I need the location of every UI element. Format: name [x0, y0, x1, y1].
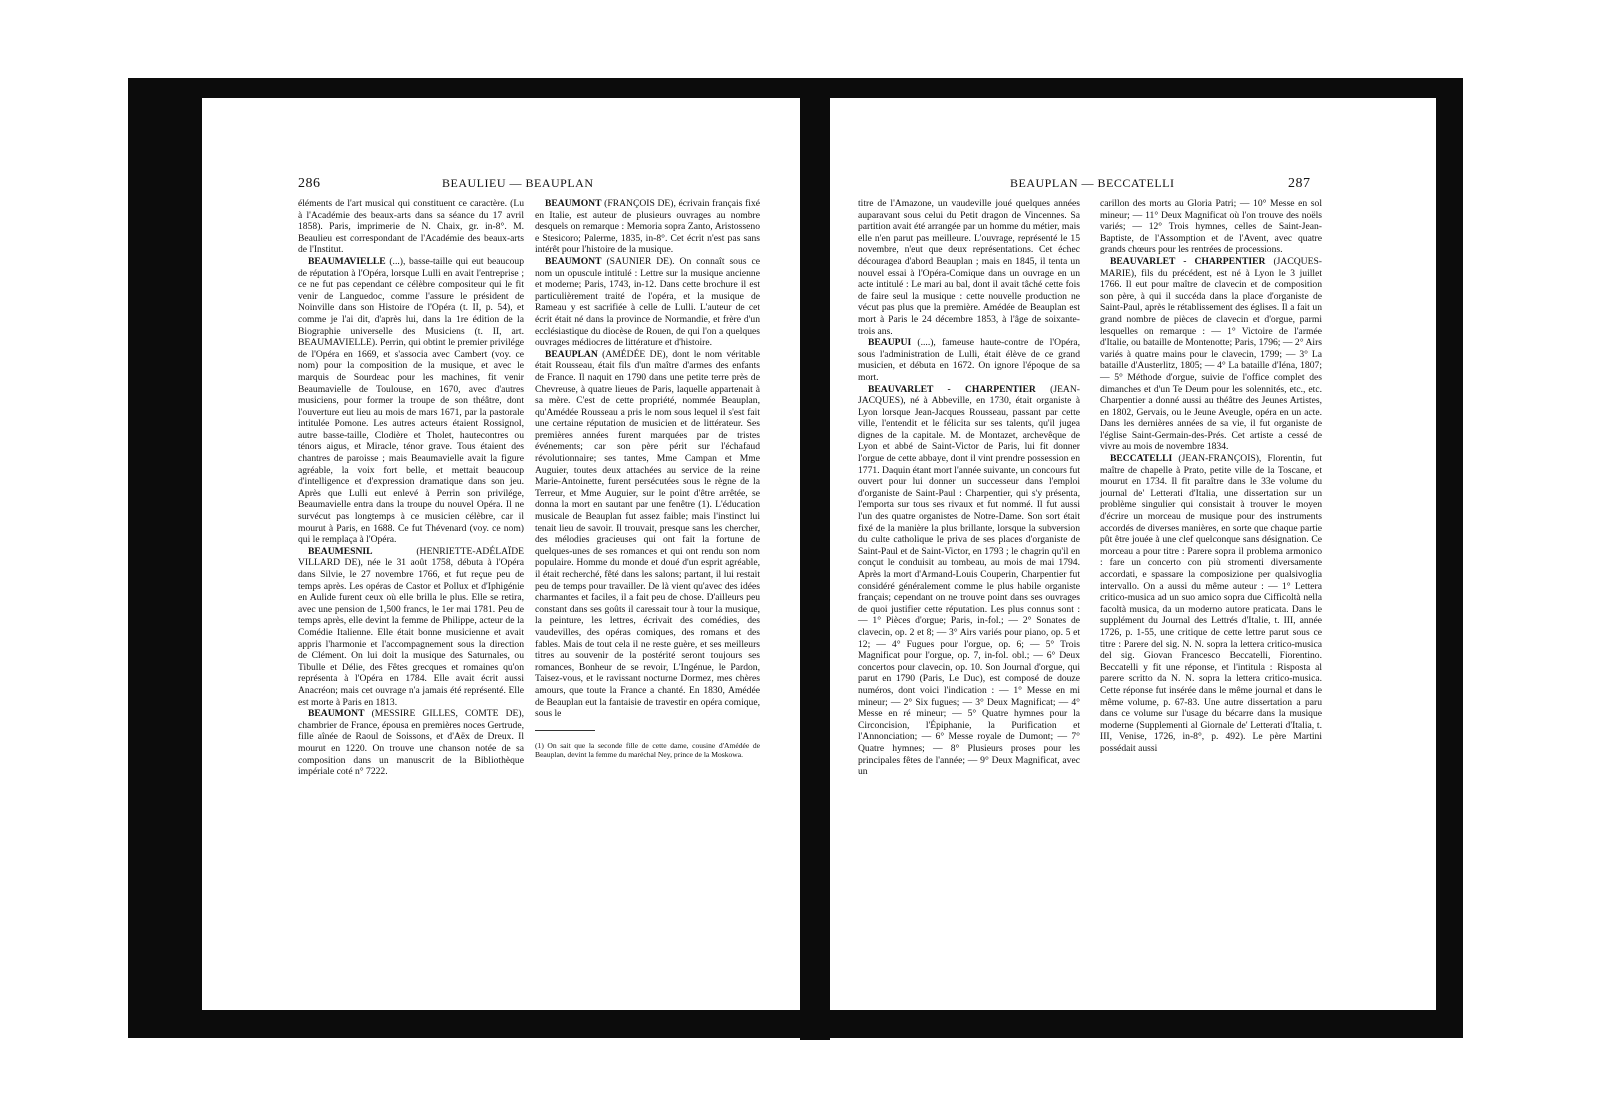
entry-headword: BEAUPLAN	[545, 348, 598, 360]
entry-text: (...), basse-taille qui eut beaucoup de réputation à l'Opéra, lorsque Lulli en avait l'entreprise ; ce ne fut pas cependant ce célèbre compositeur qui le fit venir de Languedoc, comme l'assure le président de Noinville dans son Histoire de l'Opéra (t. II, p. 54), et comme je l'ai dit, d'après lui, dans la 1re édition de la Biographie universelle des Musiciens (t. II, art. BEAUMAVIELLE). Perrin, qui obtint le premier privilége de l'Opéra en 1669, et s'associa avec Cambert (voy. ce nom) pour la composition de la musique, et avec le marquis de Sourdeac pour les machines, fit venir Beaumavielle de Toulouse, en 1670, avec d'autres musiciens, pour former la troupe de son théâtre, dont l'ouverture eut lieu au mois de mars 1671, par la pastorale intitulée Pomone. Les autres acteurs étaient Rossignol, autre basse-taille, Clodière et Tholet, hautecontres ou ténors aigus, et Miracle, ténor grave. Tous étaient des chantres de paroisse ; mais Beaumavielle avait la figure agréable, la voix fort belle, et mettait beaucoup d'intelligence et d'expression dramatique dans son jeu. Après que Lulli eut enlevé à Perrin son privilége, Beaumavielle entra dans la troupe du nouvel Opéra. Il ne survécut pas longtemps à ce musicien célèbre, car il mourut à Paris, en 1688. Ce fut Thévenard (voy. ce nom) qui le remplaça à l'Opéra.	[298, 255, 524, 546]
entry-headword: BEAUMONT	[545, 255, 602, 267]
entry-text: (FRANÇOIS DE), écrivain français fixé en Italie, est auteur de plusieurs ouvrages au nombre desquels on remarque : Memoria sopra Zanto, Aristosseno e Stesicoro; Palerme, 1835, in-8°. Cet écrit n'est pas sans intérêt pour l'histoire de la musique.	[535, 198, 760, 256]
left-page	[202, 98, 800, 1010]
entry-continuation: titre de l'Amazone, un vaudeville joué quelques années auparavant sous celui du Petit dragon de Vincennes. Sa partition avait été arrangée par un homme du métier, mais elle n'en parut pas meilleure. L'ouvrage, représenté le 15 novembre, n'eut que deux représentations. Cet échec découragea d'abord Beauplan ; mais en 1845, il tenta un nouvel essai à l'Opéra-Comique dans un ouvrage en un acte intitulé : Le mari au bal, dont il avait tâché cette fois de faire seul la musique : cette nouvelle production ne vécut pas plus que la première. Amédée de Beauplan est mort à Paris le 24 décembre 1853, à l'âge de soixante-trois ans.	[858, 198, 1080, 337]
book-gutter	[800, 80, 830, 1040]
dictionary-entry	[298, 708, 524, 778]
dictionary-entry	[1100, 453, 1322, 754]
entry-headword: BEAUMESNIL	[308, 545, 373, 557]
entry-headword: BEAUMAVIELLE	[308, 255, 386, 267]
dictionary-entry	[1100, 256, 1322, 453]
entry-text: (JACQUES-MARIE), fils du précédent, est né à Lyon le 3 juillet 1766. Il eut pour maître de clavecin et de composition son père, à qui il succéda dans la place d'organiste de Saint-Paul, après le rétablissement des églises. Il a fait un grand nombre de pièces de clavecin et d'orgue, parmi lesquelles on remarque : — 1° Victoire de l'armée d'Italie, ou bataille de Montenotte; Paris, 1796; — 2° Airs variés à quatre mains pour le clavecin, 1799; — 3° La bataille d'Austerlitz, 1805; — 4° La bataille d'Iéna, 1807; — 5° Méthode d'orgue, suivie de l'office complet des dimanches et d'un Te Deum pour les solennités, etc., etc. Charpentier a donné aussi au théâtre des Jeunes Artistes, en 1802, Gervais, ou le Jeune Aveugle, opéra en un acte. Dans les dernières années de sa vie, il fut organiste de l'église Saint-Germain-des-Prés. Cet artiste a cessé de vivre au mois de novembre 1834.	[1100, 255, 1322, 453]
dictionary-entry	[535, 349, 760, 720]
entry-headword: BEAUMONT	[545, 198, 602, 209]
running-head: BEAUPLAN — BECCATELLI	[1010, 176, 1175, 190]
right-page	[830, 98, 1436, 1010]
entry-headword: BECCATELLI	[1110, 453, 1173, 465]
page-number: 287	[1288, 176, 1311, 191]
footnote-rule	[535, 730, 595, 731]
footnote: (1) On sait que la seconde fille de cette dame, cousine d'Amédée de Beauplan, devint la femme du maréchal Ney, prince de la Moskowa.	[535, 740, 760, 759]
entry-text: (JEAN-FRANÇOIS), Florentin, fut maître de chapelle à Prato, petite ville de la Toscane, et mourut en 1734. Il fit paraître dans le 33e volume du journal de' Letterati d'Italia, une dissertation sur un problème singulier qui consistait à trouver le moyen d'écrire un morceau de musique pour des instruments accordés de diverses manières, en sorte que chaque partie pût être jouée à une clef quelconque sans désignation. Ce morceau a pour titre : Parere sopra il problema armonico : fare un concerto con più stromenti diversamente accordati, e spassare la composizione per qualsivoglia intervallo. On a aussi du même auteur : — 1° Lettera critico-musica ad un suo amico sopra due Cifficoltà nella facoltà musica, da un moderno autore praticata. Dans le supplément du Journal des Lettrés d'Italie, t. III, année 1726, p. 1-55, une critique de cette lettre parut sous ce titre : Parere del sig. N. N. sopra la lettera critico-musica del sig. Giovan Francesco Beccatelli, Fiorentino. Beccatelli y fit une réponse, et l'intitula : Risposta al parere scritto da N. N. sopra la lettera critico-musica. Cette réponse fut insérée dans le même journal et dans le même volume, p. 67-83. Une autre dissertation a paru dans ce volume sur l'usage du bécarre dans la musique moderne (Supplementi al Giornale de' Letterati d'Italia, t. III, Venise, 1726, in-8°, p. 492). Le père Martini possédait aussi	[1100, 453, 1322, 754]
left-column-2	[535, 198, 760, 759]
entry-text: (....), fameuse haute-contre de l'Opéra, sous l'administration de Lulli, était élève de ce grand musicien, et débuta en 1672. On ignore l'époque de sa mort.	[858, 337, 1080, 383]
entry-text: (MESSIRE GILLES, COMTE DE), chambrier de France, épousa en premières noces Gertrude, fille aînée de Raoul de Soissons, et d'Aëx de Dreux. Il mourut en 1220. On trouve une chanson notée de sa composition dans un manuscrit de la Bibliothèque impériale coté n° 7222.	[298, 708, 524, 778]
entry-headword: BEAUMONT	[308, 708, 365, 720]
right-column-2	[1100, 198, 1322, 755]
left-column-1	[298, 198, 524, 778]
entry-headword: BEAUVARLET - CHARPENTIER	[1110, 255, 1266, 267]
entry-text: (SAUNIER DE). On connaît sous ce nom un opuscule intitulé : Lettre sur la musique ancienne et moderne; Paris, 1743, in-12. Dans cette brochure il est particulièrement traité de l'opéra, et la musique de Rameau y est sacrifiée à celle de Lulli. L'auteur de cet écrit était né dans la province de Normandie, et frère d'un ecclésiastique du diocèse de Rouen, de qui l'on a quelques ouvrages médiocres de littérature et d'histoire.	[535, 255, 760, 349]
running-head: BEAULIEU — BEAUPLAN	[442, 176, 594, 190]
entry-headword: BEAUVARLET - CHARPENTIER	[868, 383, 1036, 395]
dictionary-entry	[858, 337, 1080, 383]
entry-continuation: éléments de l'art musical qui constituent ce caractère. (Lu à l'Académie des beaux-arts dans sa séance du 17 avril 1858). Paris, imprimerie de N. Chaix, gr. in-8°. M. Beaulieu est correspondant de l'Académie des beaux-arts de l'Institut.	[298, 198, 524, 256]
dictionary-entry	[535, 256, 760, 349]
entry-continuation: carillon des morts au Gloria Patri; — 10° Messe en sol mineur; — 11° Deux Magnificat où l'on trouve des noëls variés; — 12° Trois hymnes, celles de Saint-Jean-Baptiste, de l'Assomption et de l'Avent, avec quatre grands chœurs pour les rentrées de processions.	[1100, 198, 1322, 256]
page-number: 286	[298, 176, 321, 191]
dictionary-entry	[298, 546, 524, 708]
dictionary-entry	[298, 256, 524, 546]
entry-text: (AMÉDÉE DE), dont le nom véritable était Rousseau, était fils d'un maître d'armes des enfants de France. Il naquit en 1790 dans une petite terre près de Chevreuse, à quatre lieues de Paris, laquelle appartenait à sa mère. C'est de cette propriété, nommée Beauplan, qu'Amédée Rousseau a pris le nom sous lequel il s'est fait une certaine réputation de musicien et de littérateur. Ses premières années furent marquées par de tristes événements; car son père périt sur l'échafaud révolutionnaire; ses tantes, Mme Campan et Mme Auguier, toutes deux attachées au service de la reine Marie-Antoinette, furent persécutées sous le règne de la Terreur, et Mme Auguier, sur le point d'être arrêtée, se donna la mort en sautant par une fenêtre (1). L'éducation musicale de Beauplan fut assez faible; mais l'instinct lui tenait lieu de savoir. Il trouvait, presque sans les chercher, des mélodies gracieuses qui ont fait la fortune de quelques-unes de ses romances et qui ont rendu son nom populaire. Homme du monde et doué d'un esprit agréable, il était recherché, fêté dans les salons; partant, il lui restait peu de temps pour travailler. De là vient qu'avec des idées charmantes et faciles, il a fait peu de chose. D'ailleurs peu constant dans ses goûts il caressait tour à tour la musique, la peinture, les lettres, écrivait des comédies, des vaudevilles, des opéras comiques, des romans et des fables. Mais de tout cela il ne reste guère, et ses meilleurs titres au souvenir de la postérité seront toujours ses romances, Bonheur de se revoir, L'Ingénue, le Pardon, Taisez-vous, et le ravissant nocturne Dormez, mes chères amours, que toute la France a chanté. En 1830, Amédée de Beauplan eut la fantaisie de travestir en opéra comique, sous le	[535, 348, 760, 720]
entry-text: (JEAN-JACQUES), né à Abbeville, en 1730, était organiste à Lyon lorsque Jean-Jacques Rousseau, passant par cette ville, l'entendit et le félicita sur ses talents, qu'il jugea dignes de la capitale. M. de Montazet, archevêque de Lyon et abbé de Saint-Victor de Paris, lui fit donner l'orgue de cette abbaye, dont il vint prendre possession en 1771. Daquin étant mort l'année suivante, un concours fut ouvert pour lui donner un successeur dans l'emploi d'organiste de Saint-Paul : Charpentier, qui s'y présenta, l'emporta sur tous ses rivaux et fut nommé. Il fut aussi l'un des quatre organistes de Notre-Dame. Son sort était fixé de la manière la plus brillante, lorsque la subversion du culte catholique le priva de ses places d'organiste de Saint-Paul et de Saint-Victor, en 1793 ; le chagrin qu'il en conçut le conduisit au tombeau, au mois de mai 1794. Après la mort d'Armand-Louis Couperin, Charpentier fut considéré généralement comme le plus habile organiste français; cependant on ne trouve point dans ses ouvrages de quoi justifier cette réputation. Les plus connus sont : — 1° Pièces d'orgue; Paris, in-fol.; — 2° Sonates de clavecin, op. 2 et 8; — 3° Airs variés pour piano, op. 5 et 12; — 4° Fugues pour l'orgue, op. 6; — 5° Trois Magnificat pour l'orgue, op. 7, in-fol. obl.; — 6° Deux concertos pour clavecin, op. 10. Son Journal d'orgue, qui parut en 1790 (Paris, Le Duc), est composé de douze numéros, dont voici l'indication : — 1° Messe en mi mineur; — 2° Six fugues; — 3° Deux Magnificat; — 4° Messe en ré mineur; — 5° Quatre hymnes pour la Circoncision, l'Épiphanie, la Purification et l'Annonciation; — 6° Messe royale de Dumont; — 7° Quatre hymnes; — 8° Plusieurs proses pour les principales fêtes de l'année; — 9° Deux Magnificat, avec un	[858, 383, 1080, 778]
entry-text: (HENRIETTE-ADÉLAÏDE VILLARD DE), née le 31 août 1758, débuta à l'Opéra dans Silvie, le 27 novembre 1766, et fut reçue peu de temps après. Les opéras de Castor et Pollux et d'Iphigénie en Aulide furent ceux où elle brilla le plus. Elle se retira, avec une pension de 1,500 francs, le 1er mai 1781. Peu de temps après, elle devint la femme de Philippe, acteur de la Comédie Italienne. Elle était bonne musicienne et avait appris l'harmonie et l'accompagnement sous la direction de Clément. On lui doit la musique des Saturnales, ou Tibulle et Délie, des Fêtes grecques et romaines qu'on représenta à l'Opéra en 1784. Elle avait écrit aussi Anacréon; mais cet ouvrage n'a jamais été représenté. Elle est morte à Paris en 1813.	[298, 545, 524, 708]
dictionary-entry	[858, 384, 1080, 778]
right-column-1	[858, 198, 1080, 778]
entry-headword: BEAUPUI	[868, 337, 912, 349]
dictionary-entry	[535, 198, 760, 256]
